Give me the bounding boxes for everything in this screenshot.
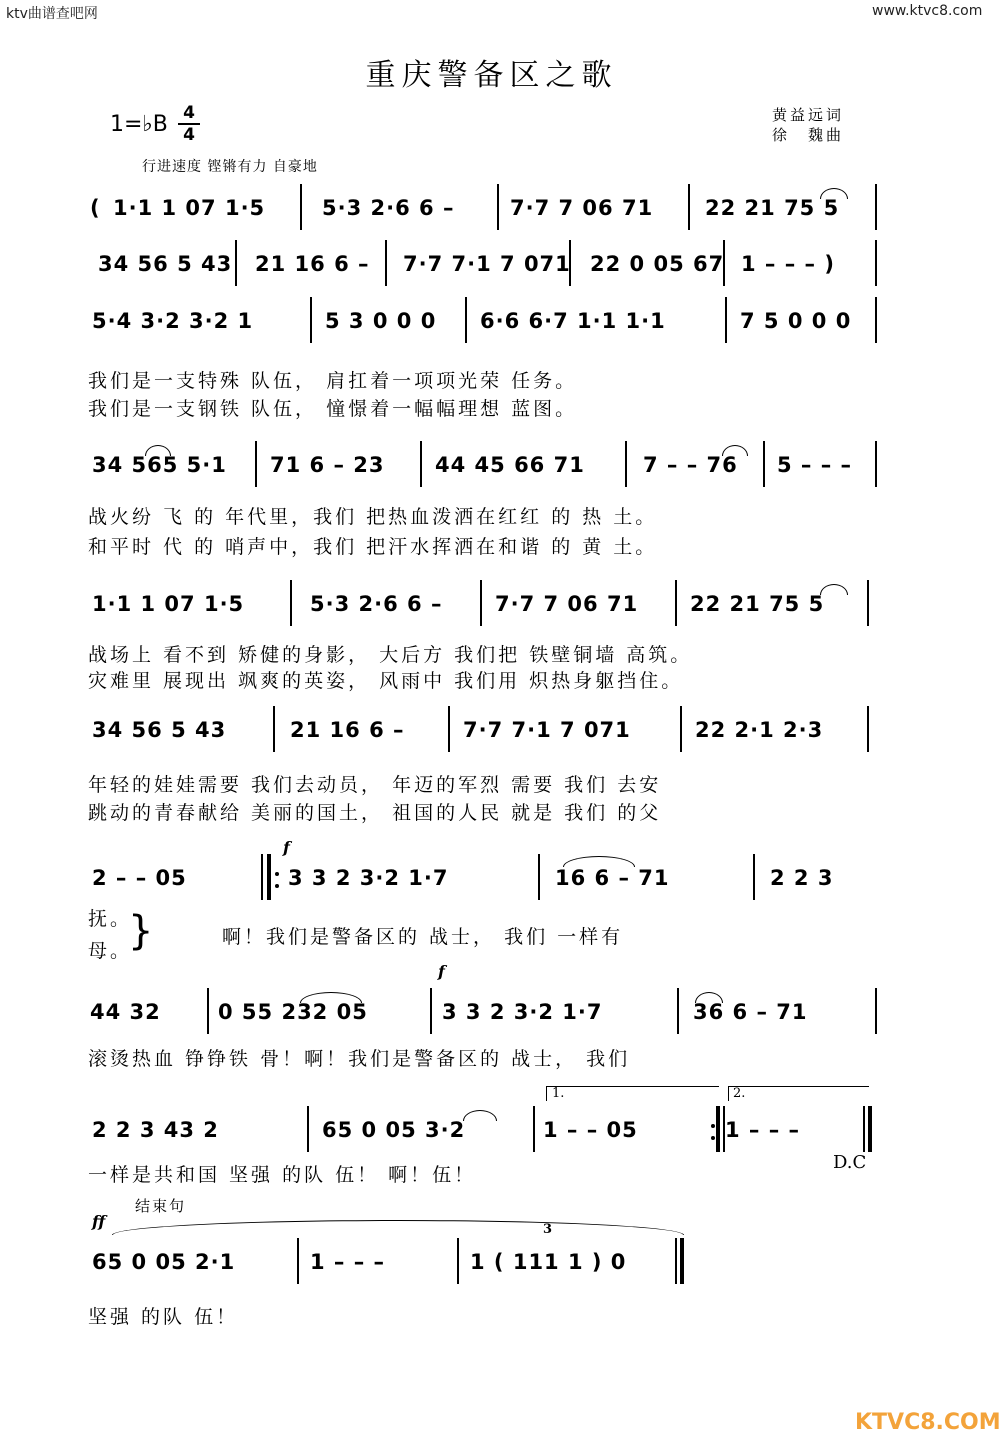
- measure: 5·3 2·6 6 –: [322, 196, 455, 220]
- lyric-line-2b: 和平时 代 的 哨声中，我们 把汗水挥洒在和谐 的 黄 土。: [88, 536, 658, 558]
- measure: 5·3 2·6 6 –: [310, 592, 443, 616]
- site-name-left: ktv曲谱查吧网: [6, 6, 98, 22]
- measure: 7·7 7 06 71: [510, 196, 654, 220]
- measure: 36 6 – 71: [693, 1000, 808, 1024]
- measure: 44 32: [90, 1000, 161, 1024]
- dynamic-forte-2: f: [438, 962, 445, 981]
- volta-1-label: 1.: [552, 1086, 565, 1101]
- site-url-right: www.ktvc8.com: [872, 3, 983, 19]
- measure: 1 – – 05: [543, 1118, 638, 1142]
- song-title: 重庆警备区之歌: [365, 58, 618, 93]
- lyric-line-3a: 战场上 看不到 矫健的身影， 大后方 我们把 铁壁铜墙 高筑。: [88, 644, 693, 666]
- measure: 44 45 66 71: [435, 453, 585, 477]
- measure: 2 – – 05: [92, 866, 187, 890]
- volta-bracket-2: [728, 1086, 869, 1101]
- measure: 7·7 7·1 7 071: [463, 718, 631, 742]
- measure: 1 – – – ): [741, 252, 835, 276]
- phrase-slur: [112, 1220, 684, 1235]
- measure: 34 56 5 43: [98, 252, 233, 276]
- lyric-line-7: 一样是共和国 坚强 的队 伍！ 啊！伍！: [88, 1164, 477, 1186]
- lyric-line-8: 坚强 的队 伍！: [88, 1306, 239, 1328]
- time-signature: [178, 104, 200, 144]
- measure: 5 – – –: [777, 453, 853, 477]
- measure: 1·1 1 07 1·5: [113, 196, 266, 220]
- tempo-marking: 行进速度 铿锵有力 自豪地: [142, 159, 318, 175]
- lyric-line-3b: 灾难里 展现出 飒爽的英姿， 风雨中 我们用 炽热身躯挡住。: [88, 670, 684, 692]
- measure: 22 21 75 5: [705, 196, 840, 220]
- lyric-line-5b: 母。: [88, 940, 133, 962]
- site-logo: KTVC8.COM: [855, 1410, 1001, 1435]
- measure: 71 6 – 23: [270, 453, 385, 477]
- lyric-line-4b: 跳动的青春献给 美丽的国土， 祖国的人民 就是 我们 的父: [88, 802, 662, 824]
- measure: 5 3 0 0 0: [325, 309, 437, 333]
- dynamic-forte: f: [283, 838, 290, 857]
- measure: 3 3 2 3·2 1·7: [442, 1000, 603, 1024]
- measure: 22 0 05 67: [590, 252, 725, 276]
- measure: (: [90, 196, 101, 220]
- da-capo-mark: D.C: [833, 1152, 867, 1173]
- lyricist-credit: 黄益远词: [772, 106, 845, 124]
- measure: 7·7 7·1 7 071: [403, 252, 571, 276]
- measure: 22 21 75 5: [690, 592, 825, 616]
- measure: 34 565 5·1: [92, 453, 227, 477]
- measure: 2 2 3: [770, 866, 834, 890]
- measure: 1·1 1 07 1·5: [92, 592, 245, 616]
- measure: 7 5 0 0 0: [740, 309, 852, 333]
- measure: 16 6 – 71: [555, 866, 670, 890]
- measure: 2 2 3 43 2: [92, 1118, 219, 1142]
- volta-2-label: 2.: [733, 1086, 746, 1101]
- measure: 1 – – –: [310, 1250, 386, 1274]
- measure: 3 3 2 3·2 1·7: [288, 866, 449, 890]
- lyric-line-4a: 年轻的娃娃需要 我们去动员， 年迈的军烈 需要 我们 去安: [88, 774, 662, 796]
- ending-label: 结束句: [135, 1197, 187, 1215]
- measure: 7 – – 76: [643, 453, 738, 477]
- measure: 1 – – –: [725, 1118, 801, 1142]
- lyric-line-5a: 抚。: [88, 908, 133, 930]
- key-signature: 1=♭B: [110, 112, 168, 137]
- lyric-line-5c: 啊！我们是警备区的 战士， 我们 一样有: [222, 926, 624, 948]
- lyric-line-6: 滚烫热血 铮铮铁 骨！啊！我们是警备区的 战士， 我们: [88, 1048, 631, 1070]
- triplet-mark: 3: [543, 1222, 554, 1237]
- lyric-line-1b: 我们是一支钢铁 队伍， 憧憬着一幅幅理想 蓝图。: [88, 398, 578, 420]
- composer-credit: 徐 魏曲: [772, 126, 845, 144]
- lyric-line-2a: 战火纷 飞 的 年代里，我们 把热血泼洒在红红 的 热 土。: [88, 506, 658, 528]
- verse-brace: }: [128, 908, 154, 954]
- lyric-line-1a: 我们是一支特殊 队伍， 肩扛着一项项光荣 任务。: [88, 370, 578, 392]
- measure: 34 56 5 43: [92, 718, 227, 742]
- meter-bottom: 4: [183, 125, 195, 145]
- measure: 1 ( 111 1 ) 0: [470, 1250, 627, 1274]
- measure: 6·6 6·7 1·1 1·1: [480, 309, 666, 333]
- measure: 21 16 6 –: [290, 718, 405, 742]
- volta-bracket-1: [546, 1086, 719, 1101]
- dynamic-fortissimo: ff: [92, 1212, 106, 1231]
- measure: 21 16 6 –: [255, 252, 370, 276]
- measure: 65 0 05 3·2: [322, 1118, 466, 1142]
- measure: 22 2·1 2·3: [695, 718, 824, 742]
- meter-top: 4: [183, 103, 195, 123]
- measure: 0 55 232 05: [218, 1000, 368, 1024]
- measure: 5·4 3·2 3·2 1: [92, 309, 254, 333]
- measure: 7·7 7 06 71: [495, 592, 639, 616]
- measure: 65 0 05 2·1: [92, 1250, 236, 1274]
